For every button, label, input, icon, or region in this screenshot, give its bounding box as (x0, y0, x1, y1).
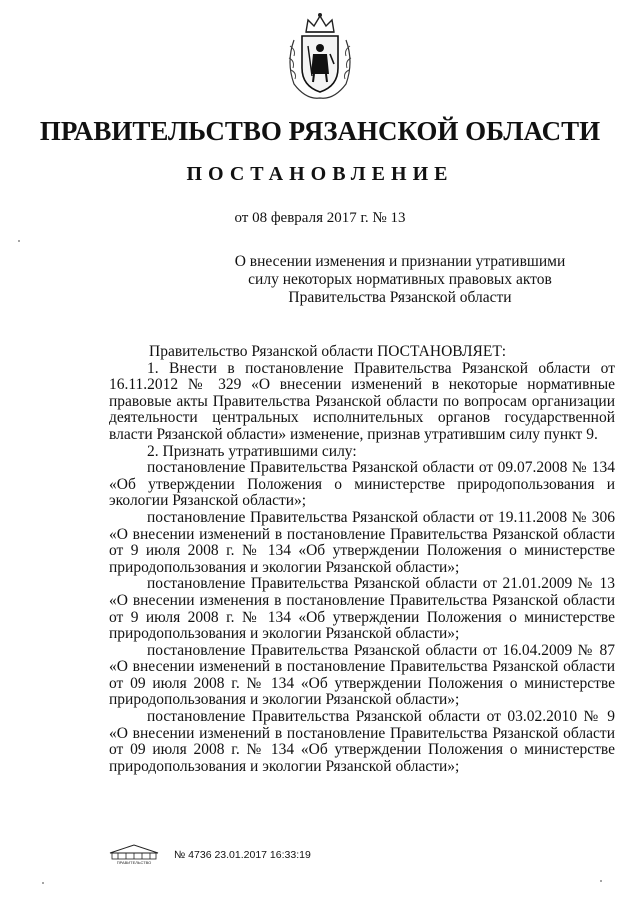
subject-line: О внесении изменения и признании утратившими (234, 253, 566, 270)
repealed-act-item: постановление Правительства Рязанской области от 03.02.2010 № 9 «О внесении изменений в постановление Правительства Рязанской области от 09 июля 2008 г. № 134 «Об утверждении Положения о министерстве природопользования и экологии Рязанской области»; (109, 708, 615, 775)
scan-speck (18, 240, 20, 242)
repealed-act-item: постановление Правительства Рязанской области от 09.07.2008 № 134 «Об утверждении Положения о министерстве природопользования и экологии Рязанской области»; (109, 459, 615, 510)
clause-2-heading: 2. Признать утратившими силу: (147, 442, 357, 460)
organization-title: ПРАВИТЕЛЬСТВО РЯЗАНСКОЙ ОБЛАСТИ (39, 116, 601, 146)
registration-stamp: № 4736 23.01.2017 16:33:19 (174, 849, 311, 861)
resolution-preamble: Правительство Рязанской области ПОСТАНОВЛЯЕТ: (149, 343, 507, 360)
clause-1: 1. Внести в постановление Правительства Рязанской области от 16.11.2012 № 329 «О внесении изменений в некоторые нормативные правовые акты Правительства Рязанской области по вопросам организации деятельности центральных исполнительных органов государственной власти Рязанской области» изменение, признав утратившим силу пункт 9. (109, 359, 615, 443)
scan-speck (42, 882, 44, 884)
logo-caption: ПРАВИТЕЛЬСТВО (116, 860, 152, 865)
repealed-act-item: постановление Правительства Рязанской области от 19.11.2008 № 306 «О внесении изменений в постановление Правительства Рязанской области от 9 июля 2008 г. № 134 «Об утверждении Положения о министерстве природопользования и экологии Рязанской области»; (109, 508, 615, 576)
document-date-number: от 08 февраля 2017 г. № 13 (234, 210, 406, 226)
scan-speck (600, 880, 602, 882)
document-body (109, 344, 615, 775)
document-subject (180, 253, 620, 307)
registration-footer (104, 843, 524, 867)
subject-line: Правительства Рязанской области (288, 289, 512, 306)
repealed-act-item: постановление Правительства Рязанской области от 16.04.2009 № 87 «О внесении изменений в постановление Правительства Рязанской области от 09 июля 2008 г. № 134 «Об утверждении Положения о министерстве природопользования и экологии Рязанской области»; (109, 641, 615, 709)
subject-line: силу некоторых нормативных правовых актов (248, 271, 552, 288)
document-type: ПОСТАНОВЛЕНИЕ (186, 163, 454, 185)
ryazan-coat-of-arms-icon (280, 10, 360, 102)
government-building-logo-icon (104, 843, 164, 865)
repealed-act-item: постановление Правительства Рязанской области от 21.01.2009 № 13 «О внесении изменения в постановление Правительства Рязанской области от 9 июля 2008 г. № 134 «Об утверждении Положения о министерстве природопользования и экологии Рязанской области»; (109, 575, 615, 643)
